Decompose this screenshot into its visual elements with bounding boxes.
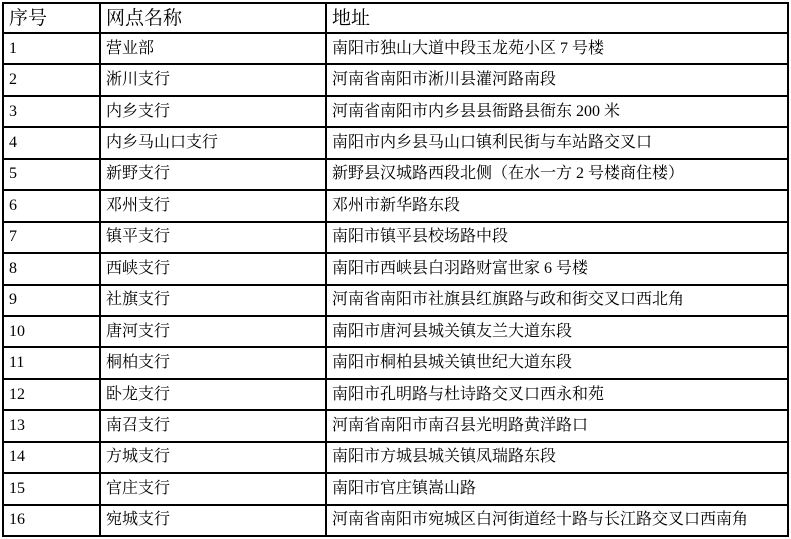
row-number-cell: 6 xyxy=(3,190,100,221)
table-row xyxy=(3,159,788,190)
address-cell: 南阳市官庄镇嵩山路 xyxy=(326,473,788,504)
row-number-cell: 1 xyxy=(3,33,100,64)
address-cell: 南阳市镇平县校场路中段 xyxy=(326,222,788,253)
row-number-cell: 5 xyxy=(3,159,100,190)
row-number-cell: 13 xyxy=(3,410,100,441)
branch-name-cell: 方城支行 xyxy=(100,442,326,473)
branch-name-cell: 淅川支行 xyxy=(100,64,326,95)
row-number-cell: 3 xyxy=(3,96,100,127)
table-row xyxy=(3,96,788,127)
address-cell: 南阳市独山大道中段玉龙苑小区 7 号楼 xyxy=(326,33,788,64)
header-cell-branch-name: 网点名称 xyxy=(100,3,326,33)
address-cell: 河南省南阳市南召县光明路黄洋路口 xyxy=(326,410,788,441)
branch-name-cell: 内乡马山口支行 xyxy=(100,127,326,158)
branch-name-cell: 桐柏支行 xyxy=(100,347,326,378)
row-number-cell: 14 xyxy=(3,442,100,473)
table-row xyxy=(3,473,788,504)
row-number-cell: 11 xyxy=(3,347,100,378)
branch-name-cell: 内乡支行 xyxy=(100,96,326,127)
row-number-cell: 12 xyxy=(3,379,100,410)
table-row xyxy=(3,127,788,158)
branch-name-cell: 新野支行 xyxy=(100,159,326,190)
table-row xyxy=(3,347,788,378)
header-cell-index: 序号 xyxy=(3,3,100,33)
address-cell: 南阳市唐河县城关镇友兰大道东段 xyxy=(326,316,788,347)
row-number-cell: 2 xyxy=(3,64,100,95)
branch-name-cell: 镇平支行 xyxy=(100,222,326,253)
header-cell-address: 地址 xyxy=(326,3,788,33)
branch-name-cell: 南召支行 xyxy=(100,410,326,441)
branch-name-cell: 宛城支行 xyxy=(100,505,326,536)
table-row xyxy=(3,316,788,347)
address-cell: 南阳市孔明路与杜诗路交叉口西永和苑 xyxy=(326,379,788,410)
branch-network-table xyxy=(2,2,789,537)
address-cell: 河南省南阳市内乡县县衙路县衙东 200 米 xyxy=(326,96,788,127)
address-cell: 南阳市桐柏县城关镇世纪大道东段 xyxy=(326,347,788,378)
table-row xyxy=(3,222,788,253)
table-row xyxy=(3,410,788,441)
table-row xyxy=(3,253,788,284)
table-body xyxy=(3,33,788,536)
table-row xyxy=(3,33,788,64)
table-row xyxy=(3,190,788,221)
row-number-cell: 7 xyxy=(3,222,100,253)
branch-name-cell: 唐河支行 xyxy=(100,316,326,347)
header-row xyxy=(3,3,788,33)
table-row xyxy=(3,505,788,536)
row-number-cell: 15 xyxy=(3,473,100,504)
branch-name-cell: 社旗支行 xyxy=(100,285,326,316)
address-cell: 南阳市内乡县马山口镇利民街与车站路交叉口 xyxy=(326,127,788,158)
row-number-cell: 16 xyxy=(3,505,100,536)
table-row xyxy=(3,64,788,95)
address-cell: 邓州市新华路东段 xyxy=(326,190,788,221)
row-number-cell: 9 xyxy=(3,285,100,316)
branch-name-cell: 营业部 xyxy=(100,33,326,64)
address-cell: 新野县汉城路西段北侧（在水一方 2 号楼商住楼） xyxy=(326,159,788,190)
branch-name-cell: 官庄支行 xyxy=(100,473,326,504)
branch-name-cell: 西峡支行 xyxy=(100,253,326,284)
branch-name-cell: 卧龙支行 xyxy=(100,379,326,410)
address-cell: 河南省南阳市宛城区白河街道经十路与长江路交叉口西南角 xyxy=(326,505,788,536)
address-cell: 河南省南阳市社旗县红旗路与政和街交叉口西北角 xyxy=(326,285,788,316)
row-number-cell: 4 xyxy=(3,127,100,158)
table-row xyxy=(3,285,788,316)
table-row xyxy=(3,442,788,473)
address-cell: 南阳市西峡县白羽路财富世家 6 号楼 xyxy=(326,253,788,284)
address-cell: 河南省南阳市淅川县灌河路南段 xyxy=(326,64,788,95)
branch-name-cell: 邓州支行 xyxy=(100,190,326,221)
address-cell: 南阳市方城县城关镇凤瑞路东段 xyxy=(326,442,788,473)
row-number-cell: 10 xyxy=(3,316,100,347)
table-row xyxy=(3,379,788,410)
row-number-cell: 8 xyxy=(3,253,100,284)
